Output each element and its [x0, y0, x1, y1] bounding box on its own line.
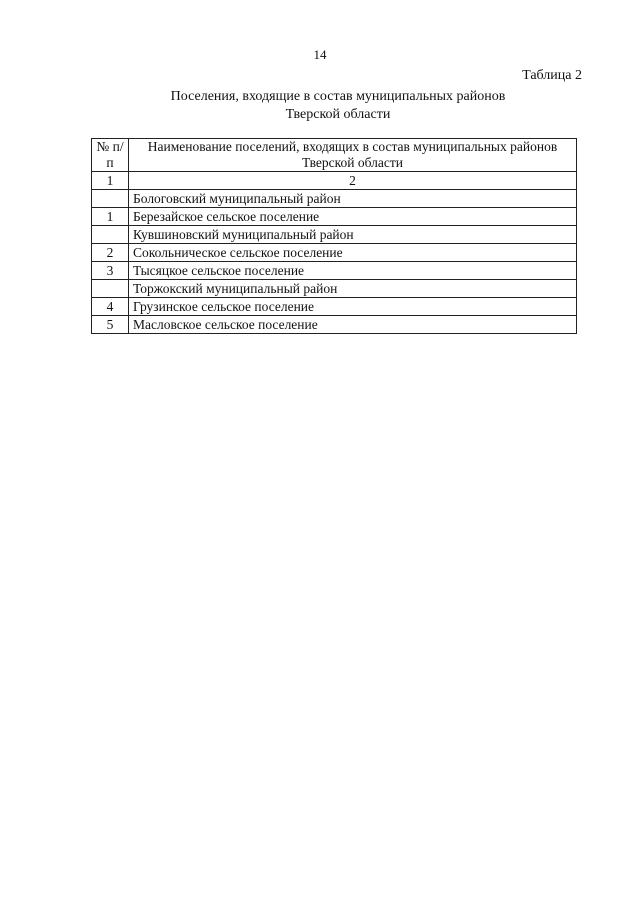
table-row	[92, 262, 577, 280]
row-number	[92, 226, 129, 244]
table-header-row	[92, 139, 577, 172]
column-index-1: 1	[92, 172, 129, 190]
row-name: Грузинское сельское поселение	[129, 298, 577, 316]
heading-line-1: Поселения, входящие в состав муниципальных районов	[170, 89, 506, 104]
row-name: Березайское сельское поселение	[129, 208, 577, 226]
settlements-table	[91, 138, 577, 334]
column-index-2: 2	[129, 172, 577, 190]
table-row	[92, 226, 577, 244]
row-number: 1	[92, 208, 129, 226]
row-name: Сокольническое сельское поселение	[129, 244, 577, 262]
page-number: 14	[313, 47, 327, 62]
heading-line-2: Тверской области	[285, 107, 391, 122]
table-row	[92, 208, 577, 226]
row-number	[92, 190, 129, 208]
row-number	[92, 280, 129, 298]
table-row	[92, 190, 577, 208]
table-row	[92, 316, 577, 334]
row-name: Кувшиновский муниципальный район	[129, 226, 577, 244]
row-name: Тысяцкое сельское поселение	[129, 262, 577, 280]
document-heading	[0, 88, 640, 124]
row-number: 5	[92, 316, 129, 334]
table-row	[92, 244, 577, 262]
row-name: Торжокский муниципальный район	[129, 280, 577, 298]
row-number: 2	[92, 244, 129, 262]
header-number: № п/п	[92, 139, 129, 172]
row-number: 3	[92, 262, 129, 280]
table-row	[92, 298, 577, 316]
table-label: Таблица 2	[522, 68, 582, 83]
table-row	[92, 280, 577, 298]
row-number: 4	[92, 298, 129, 316]
row-name: Масловское сельское поселение	[129, 316, 577, 334]
row-name: Бологовский муниципальный район	[129, 190, 577, 208]
column-index-row	[92, 172, 577, 190]
header-name: Наименование поселений, входящих в состав муниципальных районов Тверской области	[129, 139, 577, 172]
